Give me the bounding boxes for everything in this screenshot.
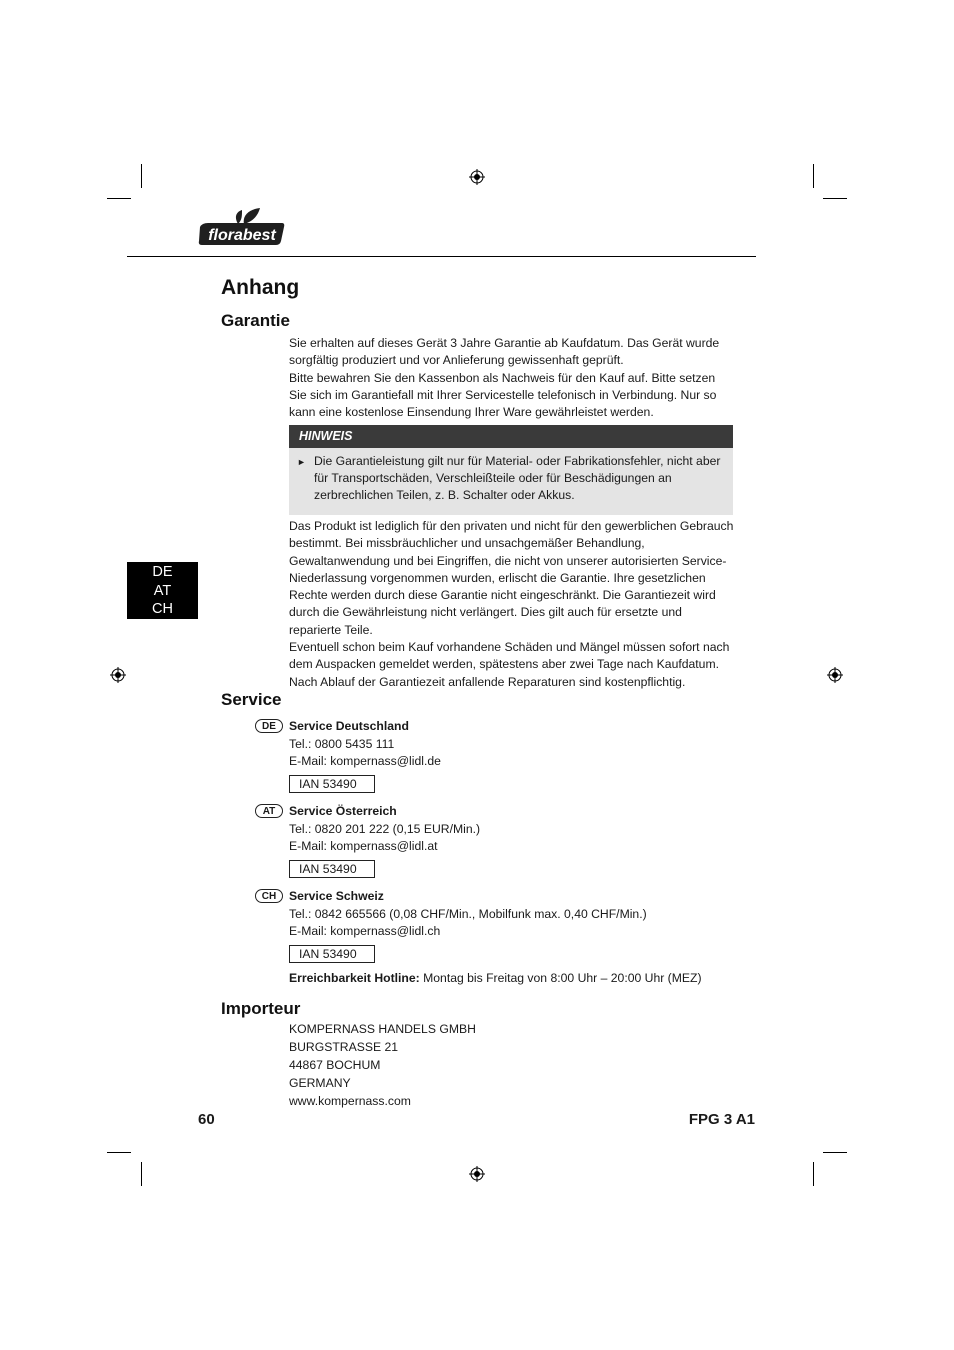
model-number: FPG 3 A1 <box>688 1111 755 1128</box>
page-number: 60 <box>198 1111 215 1128</box>
country-badge: DE <box>255 719 283 733</box>
language-tab <box>127 562 198 619</box>
crop-mark <box>813 1162 814 1186</box>
service-email: E-Mail: kompernass@lidl.at <box>289 839 438 853</box>
service-entry-ch <box>255 888 755 963</box>
address-line: GERMANY <box>289 1076 351 1090</box>
service-tel: Tel.: 0820 201 222 (0,15 EUR/Min.) <box>289 821 481 836</box>
address-line: KOMPERNASS HANDELS GMBH <box>289 1022 476 1036</box>
logo-text: florabest <box>208 227 276 244</box>
section-title-service: Service <box>221 690 282 709</box>
service-name: Service Schweiz <box>289 889 384 903</box>
importeur-address <box>289 1020 735 1110</box>
crop-mark <box>107 1152 131 1153</box>
florabest-logo <box>198 207 286 247</box>
address-line: BURGSTRASSE 21 <box>289 1040 399 1054</box>
country-badge: AT <box>255 804 283 818</box>
paragraph: Bitte bewahren Sie den Kassenbon als Nachweis für den Kauf auf. Bitte setzen Sie sich im Garantiefall mit Ihrer Servicestelle telefonisch in Verbindung. Nur so kann eine kostenlose Einsendung Ihrer Ware gewährleistet werden. <box>289 370 717 420</box>
section-title-garantie: Garantie <box>221 311 290 330</box>
service-entry-de <box>255 718 755 793</box>
notice-text: Die Garantieleistung gilt nur für Material- oder Fabrikationsfehler, nicht aber für Transportschäden, Verschleißteile oder für Beschädigungen an zerbrechlichen Teilen, z. B. Schalter oder Akkus. <box>314 454 721 503</box>
page-heading: Anhang <box>221 276 300 299</box>
crop-mark <box>823 198 847 199</box>
service-entry-at <box>255 803 755 878</box>
notice-box <box>289 425 733 515</box>
country-badge: CH <box>255 889 283 903</box>
registration-mark-icon <box>110 667 126 683</box>
language-code: CH <box>152 601 173 617</box>
crop-mark <box>813 164 814 188</box>
ian-box: IAN 53490 <box>289 775 375 793</box>
paragraph: Eventuell schon beim Kauf vorhandene Schäden und Mängel müssen sofort nach dem Auspacken gemeldet werden, spätestens aber zwei Tage nach Kaufdatum. <box>289 640 730 672</box>
crop-mark <box>823 1152 847 1153</box>
address-line: 44867 BOCHUM <box>289 1058 381 1072</box>
header-rule <box>127 256 756 257</box>
notice-body <box>289 448 733 515</box>
service-name: Service Deutschland <box>289 719 409 733</box>
paragraph: Das Produkt ist lediglich für den privaten und nicht für den gewerblichen Gebrauch bestimmt. Bei missbräuchlicher und unsachgemäßer Behandlung, Gewaltanwendung und bei Eingriffen, die nicht von unserer autorisierten Service-Niederlassung vorgenommen wurden, erlischt die Garantie. Ihre gesetzlichen Rechte werden durch diese Garantie nicht eingeschränkt. Die Garantiezeit wird durch die Gewährleistung nicht verlängert. Dies gilt auch für ersetzte und reparierte Teile. <box>289 519 734 637</box>
hotline-info <box>289 971 702 985</box>
service-tel: Tel.: 0800 5435 111 <box>289 736 395 751</box>
registration-mark-icon <box>827 667 843 683</box>
service-tel: Tel.: 0842 665566 (0,08 CHF/Min., Mobilfunk max. 0,40 CHF/Min.) <box>289 906 647 921</box>
garantie-body <box>289 518 735 691</box>
service-email: E-Mail: kompernass@lidl.ch <box>289 924 441 938</box>
language-code: AT <box>153 582 172 599</box>
service-name: Service Österreich <box>289 804 397 818</box>
crop-mark <box>141 1162 142 1186</box>
crop-mark <box>107 198 131 199</box>
paragraph: Sie erhalten auf dieses Gerät 3 Jahre Garantie ab Kaufdatum. Das Gerät wurde sorgfältig produziert und vor Anlieferung gewissenhaft geprüft. <box>289 336 720 368</box>
hotline-label: Erreichbarkeit Hotline: <box>289 971 420 985</box>
notice-title: HINWEIS <box>289 425 733 448</box>
bullet-arrow-icon: ► <box>297 457 306 467</box>
ian-box: IAN 53490 <box>289 860 375 878</box>
service-email: E-Mail: kompernass@lidl.de <box>289 754 441 768</box>
paragraph: Nach Ablauf der Garantiezeit anfallende Reparaturen sind kostenpflichtig. <box>289 674 686 689</box>
language-code: DE <box>152 564 173 580</box>
hotline-text: Montag bis Freitag von 8:00 Uhr – 20:00 Uhr (MEZ) <box>423 971 702 985</box>
garantie-intro <box>289 335 735 421</box>
ian-box: IAN 53490 <box>289 945 375 963</box>
section-title-importeur: Importeur <box>221 999 301 1018</box>
crop-mark <box>141 164 142 188</box>
website-text: www.kompernass.com <box>289 1094 411 1108</box>
registration-mark-icon <box>469 169 485 185</box>
registration-mark-icon <box>469 1166 485 1182</box>
